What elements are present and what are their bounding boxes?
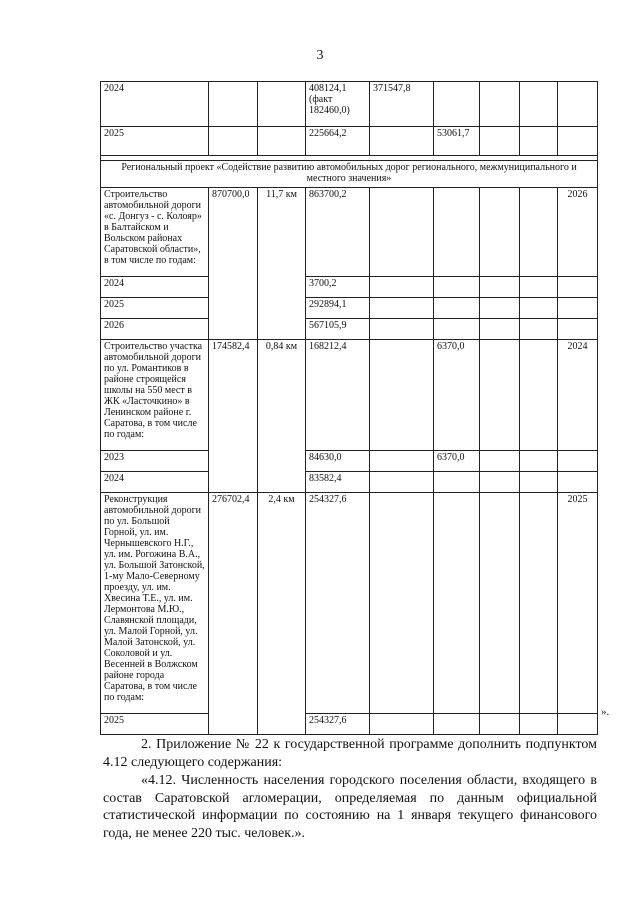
amount-cell: 83582,4 — [306, 472, 370, 493]
closing-quote: ». — [601, 706, 610, 718]
length-cell: 2,4 км — [258, 493, 306, 735]
table-row — [101, 277, 598, 298]
amount-cell: 254327,6 — [306, 714, 370, 735]
year-cell: 2025 — [101, 298, 209, 319]
paragraph-1-text: 2. Приложение № 22 к государственной программе дополнить подпунктом 4.12 следующего содержания: — [103, 737, 597, 770]
cost-cell: 870700,0 — [209, 188, 258, 340]
year-cell: 2024 — [101, 82, 209, 127]
year-cell: 2024 — [101, 277, 209, 298]
project-name: Строительство участка автомобильной дороги по ул. Романтиков в районе строящейся школы на 550 мест в ЖК «Ласточкино» в Ленинском районе г. Саратова, в том числе по годам: — [101, 340, 209, 451]
paragraph-2-text: «4.12. Численность населения городского поселения области, входящего в состав Саратовской агломерации, определяемая по данным официальной статистической информации по состоянию на 1 января текущего финансового года, не менее 220 тыс. человек.». — [103, 773, 597, 841]
amount-cell: 84630,0 — [306, 451, 370, 472]
budget-table — [100, 81, 598, 735]
amount-cell: 254327,6 — [306, 493, 370, 714]
region-header: Региональный проект «Содействие развитию автомобильных дорог регионального, межмуниципального и местного значения» — [101, 161, 598, 188]
amount-cell: 3700,2 — [306, 277, 370, 298]
project-name: Строительство автомобильной дороги «с. Донгуз - с. Колояр» в Балтайском и Вольском районах Саратовской области», в том числе по годам: — [101, 188, 209, 277]
paragraph-amendment — [103, 736, 597, 771]
amount-cell: 292894,1 — [306, 298, 370, 319]
amount-cell: 168212,4 — [306, 340, 370, 451]
table-row — [101, 188, 598, 277]
table-row — [101, 451, 598, 472]
amount-cell: 408124,1 (факт 182460,0) — [306, 82, 370, 127]
extra-cell: 6370,0 — [434, 340, 480, 451]
extra-cell: 53061,7 — [434, 127, 480, 156]
table-row — [101, 82, 598, 127]
amount-cell: 225664,2 — [306, 127, 370, 156]
page-number: 3 — [316, 48, 324, 63]
extra-cell: 6370,0 — [434, 451, 480, 472]
year-cell: 2025 — [101, 127, 209, 156]
table-row — [101, 127, 598, 156]
year-cell: 2023 — [101, 451, 209, 472]
year-cell: 2025 — [101, 714, 209, 735]
end-year-cell: 2026 — [558, 188, 598, 277]
table-row — [101, 298, 598, 319]
table-row — [101, 472, 598, 493]
table-row — [101, 161, 598, 188]
year-cell: 2026 — [101, 319, 209, 340]
length-cell: 11,7 км — [258, 188, 306, 340]
extra-cell: 371547,8 — [370, 82, 434, 127]
end-year-cell: 2024 — [558, 340, 598, 451]
cost-cell: 276702,4 — [209, 493, 258, 735]
length-cell: 0,84 км — [258, 340, 306, 493]
cost-cell: 174582,4 — [209, 340, 258, 493]
year-cell: 2024 — [101, 472, 209, 493]
table-row — [101, 493, 598, 714]
amount-cell: 567105,9 — [306, 319, 370, 340]
table-row — [101, 340, 598, 451]
table-row — [101, 319, 598, 340]
project-name: Реконструкция автомобильной дороги по ул. Большой Горной, ул. им. Чернышевского Н.Г., ул. им. Рогожина В.А., ул. Большой Затонской, 1-му Мало-Северному проезду, ул. им. Хвесина Т.Е., ул. им. Лермонтова М.Ю., Славянской площади, ул. Малой Горной, ул. Малой Затонской, ул. Соколовой и ул. Весенней в Волжском районе города Саратова, в том числе по годам: — [101, 493, 209, 714]
end-year-cell: 2025 — [558, 493, 598, 714]
amount-cell: 863700,2 — [306, 188, 370, 277]
paragraph-subclause — [103, 772, 597, 842]
table-row — [101, 714, 598, 735]
